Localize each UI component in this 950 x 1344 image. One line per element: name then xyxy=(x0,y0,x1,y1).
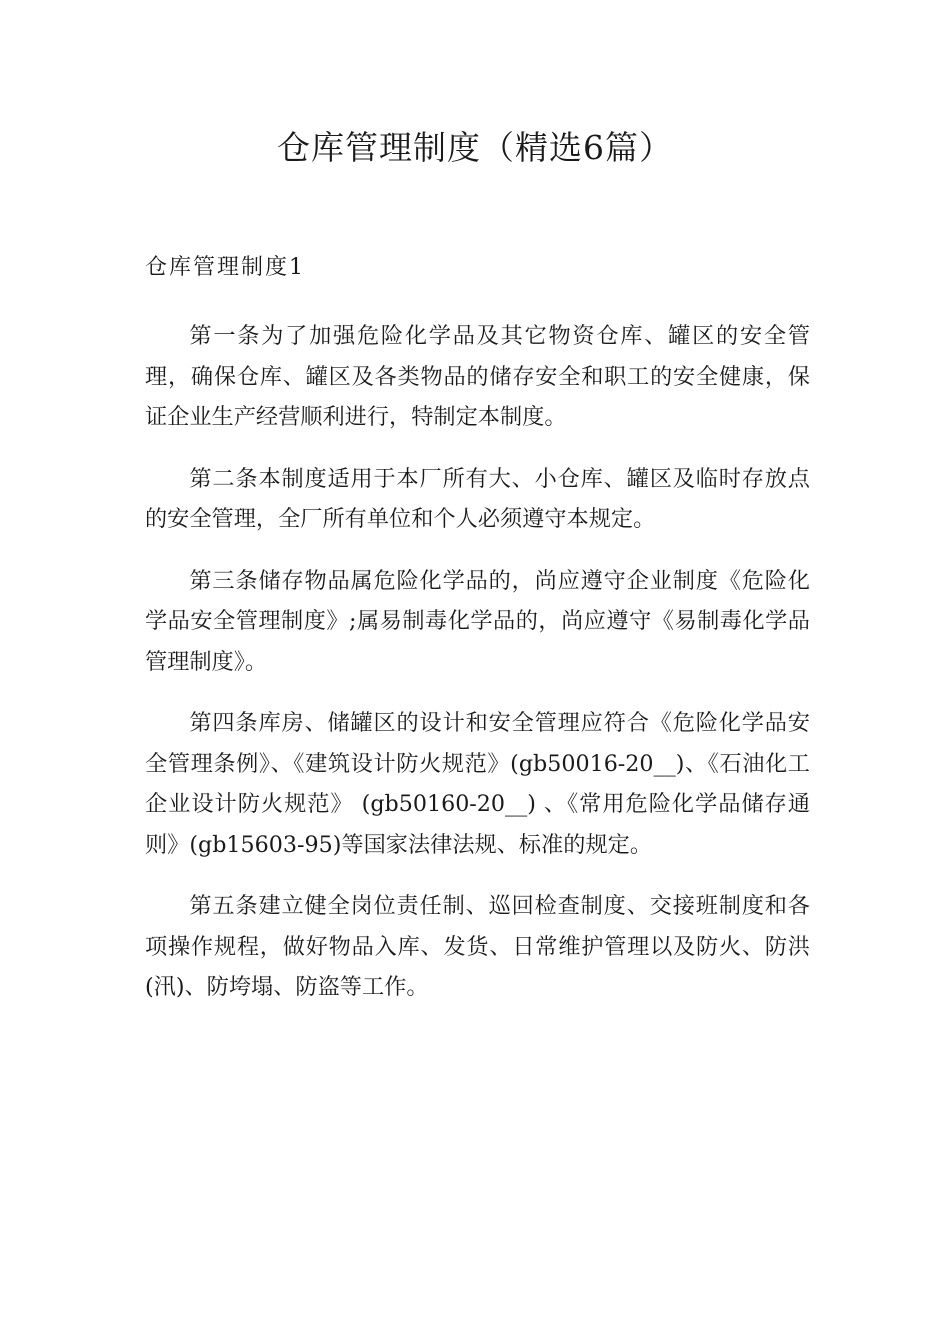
paragraph-article-1: 第一条为了加强危险化学品及其它物资仓库、罐区的安全管理，确保仓库、罐区及各类物品的储存安全和职工的安全健康，保证企业生产经营顺利进行，特制定本制度。 xyxy=(145,323,810,430)
document-title: 仓库管理制度（精选6篇） xyxy=(277,128,673,167)
paragraph-article-2: 第二条本制度适用于本厂所有大、小仓库、罐区及临时存放点的安全管理，全厂所有单位和个人必须遵守本规定。 xyxy=(145,465,810,532)
paragraph-article-5: 第五条建立健全岗位责任制、巡回检查制度、交接班制度和各项操作规程，做好物品入库、发货、日常维护管理以及防火、防洪(汛)、防垮塌、防盗等工作。 xyxy=(145,893,810,1000)
section-heading: 仓库管理制度1 xyxy=(145,255,305,280)
document-body xyxy=(145,316,810,1029)
paragraph-article-3: 第三条储存物品属危险化学品的，尚应遵守企业制度《危险化学品安全管理制度》;属易制毒化学品的，尚应遵守《易制毒化学品管理制度》。 xyxy=(145,567,810,675)
paragraph-article-4: 第四条库房、储罐区的设计和安全管理应符合《危险化学品安全管理条例》、《建筑设计防火规范》(gb50016-20__)、《石油化工企业设计防火规范》 (gb50160-20__) 、《常用危险化学品储存通则》(gb15603-95)等国家法律法规、标准的规定。 xyxy=(145,710,810,858)
